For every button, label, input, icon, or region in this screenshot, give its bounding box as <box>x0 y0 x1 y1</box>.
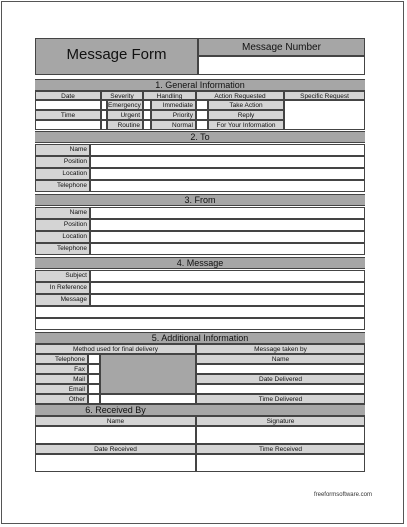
method-notes-box[interactable] <box>100 354 196 394</box>
from-block <box>35 207 365 255</box>
message-line-1[interactable] <box>35 306 365 318</box>
handling-check-priority[interactable] <box>143 110 151 120</box>
action-fyi: For Your Information <box>208 120 284 130</box>
message-label: Message <box>35 294 90 306</box>
signature-field[interactable] <box>196 426 365 444</box>
to-position-label: Position <box>35 156 90 168</box>
specific-request-field[interactable] <box>284 100 365 130</box>
time-label: Time <box>35 110 101 120</box>
col-handling: Handling <box>143 91 196 100</box>
col-specific: Specific Request <box>284 91 365 100</box>
received-name-label: Name <box>35 416 196 426</box>
method-email: Email <box>35 384 88 394</box>
col-action: Action Requested <box>196 91 284 100</box>
to-telephone-field[interactable] <box>90 180 365 192</box>
general-info-header: 1. General Information <box>35 79 365 91</box>
message-number-label: Message Number <box>242 42 321 53</box>
taken-by-header: Message taken by <box>196 344 365 354</box>
from-name-label: Name <box>35 207 90 219</box>
to-location-label: Location <box>35 168 90 180</box>
date-delivered-field[interactable] <box>196 384 365 394</box>
method-check-other[interactable] <box>88 394 100 404</box>
form-title: Message Form <box>66 46 167 63</box>
to-location-field[interactable] <box>90 168 365 180</box>
subject-label: Subject <box>35 270 90 282</box>
received-header-right <box>196 404 365 416</box>
reference-label: In Reference <box>35 282 90 294</box>
method-fax: Fax <box>35 364 88 374</box>
taken-name-field[interactable] <box>196 364 365 374</box>
method-check-mail[interactable] <box>88 374 100 384</box>
method-check-email[interactable] <box>88 384 100 394</box>
method-telephone: Telephone <box>35 354 88 364</box>
to-telephone-label: Telephone <box>35 180 90 192</box>
received-header: 6. Received By <box>35 404 196 416</box>
to-name-field[interactable] <box>90 144 365 156</box>
to-block <box>35 144 365 192</box>
severity-emergency: Emergency <box>107 100 143 110</box>
taken-name-label: Name <box>196 354 365 364</box>
handling-immediate: Immediate <box>151 100 196 110</box>
form-page <box>1 1 404 524</box>
method-mail: Mail <box>35 374 88 384</box>
to-position-field[interactable] <box>90 156 365 168</box>
date-delivered-label: Date Delivered <box>196 374 365 384</box>
to-name-label: Name <box>35 144 90 156</box>
from-position-field[interactable] <box>90 219 365 231</box>
time-delivered-label: Time Delivered <box>196 394 365 404</box>
message-field[interactable] <box>90 294 365 306</box>
action-check-reply[interactable] <box>196 110 208 120</box>
from-header: 3. From <box>35 194 365 206</box>
message-line-2[interactable] <box>35 318 365 330</box>
time-received-field[interactable] <box>196 454 365 472</box>
method-check-fax[interactable] <box>88 364 100 374</box>
handling-check-immediate[interactable] <box>143 100 151 110</box>
date-received-label: Date Received <box>35 444 196 454</box>
time-field[interactable] <box>35 120 101 130</box>
from-location-label: Location <box>35 231 90 243</box>
method-other-field[interactable] <box>100 394 196 404</box>
col-severity: Severity <box>101 91 143 100</box>
action-check-take[interactable] <box>196 100 208 110</box>
from-location-field[interactable] <box>90 231 365 243</box>
to-header: 2. To <box>35 131 365 143</box>
additional-header: 5. Additional Information <box>35 332 365 344</box>
from-telephone-label: Telephone <box>35 243 90 255</box>
date-received-field[interactable] <box>35 454 196 472</box>
col-date: Date <box>35 91 101 100</box>
severity-urgent: Urgent <box>107 110 143 120</box>
signature-label: Signature <box>196 416 365 426</box>
from-position-label: Position <box>35 219 90 231</box>
received-name-field[interactable] <box>35 426 196 444</box>
action-check-fyi[interactable] <box>196 120 208 130</box>
message-number-field[interactable] <box>198 56 365 75</box>
time-received-label: Time Received <box>196 444 365 454</box>
method-check-telephone[interactable] <box>88 354 100 364</box>
severity-routine: Routine <box>107 120 143 130</box>
message-block <box>35 270 365 330</box>
from-name-field[interactable] <box>90 207 365 219</box>
date-field[interactable] <box>35 100 101 110</box>
from-telephone-field[interactable] <box>90 243 365 255</box>
method-header: Method used for final delivery <box>35 344 196 354</box>
method-other: Other <box>35 394 88 404</box>
action-reply: Reply <box>208 110 284 120</box>
reference-field[interactable] <box>90 282 365 294</box>
handling-check-normal[interactable] <box>143 120 151 130</box>
footer-url: freeformsoftware.com <box>313 492 372 498</box>
action-take: Take Action <box>208 100 284 110</box>
subject-field[interactable] <box>90 270 365 282</box>
message-header: 4. Message <box>35 257 365 269</box>
handling-priority: Priority <box>151 110 196 120</box>
handling-normal: Normal <box>151 120 196 130</box>
